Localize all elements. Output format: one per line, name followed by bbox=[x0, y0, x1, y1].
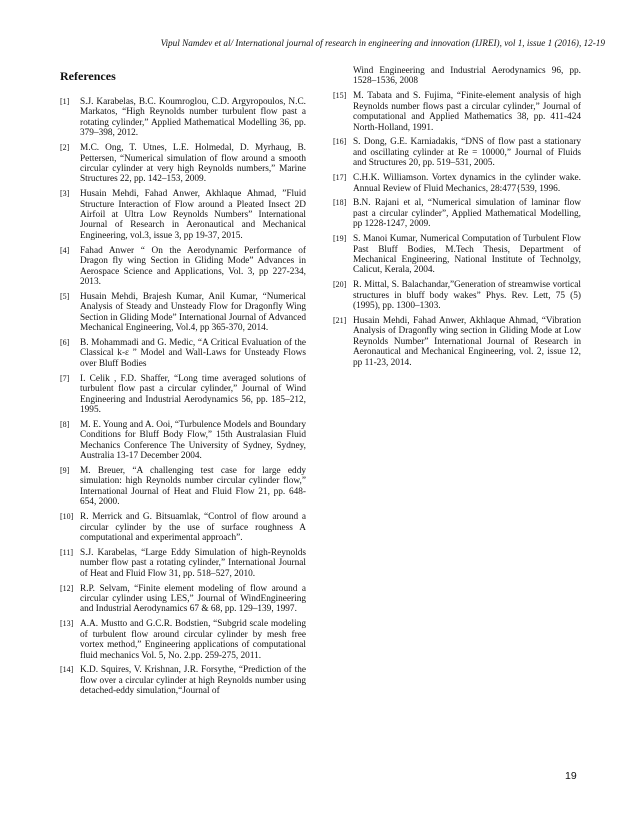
references-right-column bbox=[333, 66, 581, 373]
reference-text: M.C. Ong, T. Utnes, L.E. Holmedal, D. Myrhaug, B. Pettersen, “Numerical simulation of flow around a smooth circular cylinder at very high Reynolds numbers,” Marine Structures 22, pp. 142–153, 2009. bbox=[80, 143, 306, 185]
reference-number: [15] bbox=[333, 91, 347, 101]
reference-item bbox=[60, 338, 306, 369]
reference-number: [12] bbox=[60, 583, 74, 593]
reference-item bbox=[333, 198, 581, 229]
reference-item bbox=[60, 246, 306, 288]
reference-number: [16] bbox=[333, 137, 347, 147]
reference-item bbox=[60, 374, 306, 416]
reference-text: M. E. Young and A. Ooi, “Turbulence Models and Boundary Conditions for Bluff Body Flow,” 15th Australasian Fluid Mechanics Conference The University of Sydney, Sydney, Australia 13-17 December 2004. bbox=[80, 419, 306, 462]
reference-text: R.P. Selvam, “Finite element modeling of flow around a circular cylinder using LES,” Journal of WindEngineering and Industrial Aerodynamics 67 & 68, pp. 129–139, 1997. bbox=[80, 583, 306, 615]
reference-item bbox=[60, 584, 306, 615]
reference-text: K.D. Squires, V. Krishnan, J.R. Forsythe, “Prediction of the flow over a circular cylinder at high Reynolds number using detached-eddy simulation,“Journal of bbox=[80, 665, 306, 697]
reference-list-left bbox=[60, 97, 306, 697]
reference-text: Husain Mehdi, Fahad Anwer, Akhlaque Ahmad, “Vibration Analysis of Dragonfly wing section in Gliding Mode at Low Reynolds Number” International Journal of Research in Aeronautical and Mechanical Engineering, vol. 2, issue 12, pp 11-23, 2014. bbox=[353, 316, 581, 368]
reference-text: Husain Mehdi, Fahad Anwer, Akhlaque Ahmad, ”Fluid Structure Interaction of Flow around a Pleated Insect 2D Airfoil at Ultra Low Reynolds Numbers” International Journal of Research in Aeronautical and Mechanical Engineering, vol.3, issue 3, pp 19-37, 2015. bbox=[80, 189, 306, 241]
reference-item bbox=[60, 420, 306, 462]
reference-number: [19] bbox=[333, 234, 347, 244]
running-header: Vipul Namdev et al/ International journal of research in engineering and innovation (IJREI), vol 1, issue 1 (2016), 12-19 bbox=[160, 38, 605, 48]
reference-number: [2] bbox=[60, 143, 70, 153]
reference-text: S. Manoi Kumar, Numerical Computation of Turbulent Flow Past Bluff Bodies, M.Tech Thesis, Department of Mechanical Engineering, National Institute of Technolgy, Calicut, Kerala, 2004. bbox=[353, 234, 581, 276]
reference-text: S.J. Karabelas, B.C. Koumroglou, C.D. Argyropoulos, N.C. Markatos, “High Reynolds number turbulent flow past a rotating cylinder,” Applied Mathematical Modelling 36, pp. 379–398, 2012. bbox=[80, 97, 306, 139]
reference-number: [18] bbox=[333, 198, 347, 208]
reference-number: [17] bbox=[333, 173, 347, 183]
reference-number: [6] bbox=[60, 338, 70, 348]
reference-text: Husain Mehdi, Brajesh Kumar, Anil Kumar, “Numerical Analysis of Steady and Unsteady Flow for Dragonfly Wing Section in Gliding Mode” International Journal of Advanced Mechanical Engineering, Vol.4, pp 365-370, 2014. bbox=[80, 291, 306, 334]
reference-item bbox=[60, 143, 306, 185]
reference-number: [5] bbox=[60, 291, 70, 301]
reference-number: [20] bbox=[333, 280, 347, 290]
reference-text: S.J. Karabelas, “Large Eddy Simulation of high-Reynolds number flow past a rotating cylinder,” International Journal of Heat and Fluid Flow 31, pp. 518–527, 2010. bbox=[80, 547, 306, 579]
reference-number: [13] bbox=[60, 619, 74, 629]
reference-text: R. Merrick and G. Bitsuamlak, “Control of flow around a circular cylinder by the use of surface roughness A computational and experimental approach”. bbox=[80, 512, 306, 543]
reference-item bbox=[60, 466, 306, 508]
reference-text: C.H.K. Williamson. Vortex dynamics in the cylinder wake. Annual Review of Fluid Mechanics, 28:477{539, 1996. bbox=[353, 173, 581, 194]
reference-item bbox=[60, 619, 306, 661]
reference-text: B.N. Rajani et al, “Numerical simulation of laminar flow past a circular cylinder”, Applied Mathematical Modelling, pp 1228-1247, 2009. bbox=[353, 198, 581, 230]
reference-number: [11] bbox=[60, 547, 74, 557]
reference-item bbox=[60, 97, 306, 139]
reference-number: [9] bbox=[60, 466, 70, 475]
reference-item bbox=[60, 512, 306, 543]
reference-item bbox=[60, 548, 306, 579]
reference-number: [3] bbox=[60, 189, 70, 199]
reference-item bbox=[333, 173, 581, 194]
reference-item bbox=[333, 91, 581, 133]
reference-number: [8] bbox=[60, 419, 70, 429]
reference-number: [14] bbox=[60, 665, 74, 675]
references-left-column bbox=[60, 66, 306, 701]
reference-text: B. Mohammadi and G. Medic, “A Critical Evaluation of the Classical k-ε ” Model and Wall-Laws for Unsteady Flows over Bluff Bodies bbox=[80, 338, 306, 369]
reference-item bbox=[333, 316, 581, 368]
reference-text: R. Mittal, S. Balachandar,”Generation of streamwise vortical structures in bluff body wakes” Phys. Rev. Lett, 75 (5) (1995), pp. 1300–1303. bbox=[353, 280, 581, 312]
reference-item bbox=[333, 137, 581, 168]
reference-text: I. Celik , F.D. Shaffer, “Long time averaged solutions of turbulent flow past a circular cylinder,” Journal of Wind Engineering and Industrial Aerodynamics 56, pp. 185–212, 1995. bbox=[80, 373, 306, 415]
reference-number: [4] bbox=[60, 245, 70, 255]
reference-continuation: Wind Engineering and Industrial Aerodynamics 96, pp. 1528–1536, 2008 bbox=[353, 66, 581, 87]
reference-item bbox=[60, 665, 306, 696]
reference-text: A.A. Mustto and G.C.R. Bodstien, “Subgrid scale modeling of turbulent flow around circular cylinder by mesh free vortex method,” Engineering applications of computational fluid mechanics Vol. 5, No. 2.pp. 259-275, 2011. bbox=[80, 619, 306, 661]
reference-text: M. Breuer, “A challenging test case for large eddy simulation: high Reynolds number circular cylinder flow,” International Journal of Heat and Fluid Flow 21, pp. 648-654, 2000. bbox=[80, 466, 306, 508]
reference-item bbox=[333, 234, 581, 276]
reference-number: [10] bbox=[60, 512, 74, 522]
reference-item bbox=[60, 189, 306, 241]
references-heading: References bbox=[60, 69, 116, 83]
reference-text: Fahad Anwer “ On the Aerodynamic Performance of Dragon fly wing Section in Gliding Mode” Advances in Aerospace Science and Applications, Vol. 3, pp 227-234, 2013. bbox=[80, 245, 306, 287]
reference-item bbox=[333, 280, 581, 311]
reference-text: S. Dong, G.E. Karniadakis, “DNS of flow past a stationary and oscillating cylinder at Re = 10000,” Journal of Fluids and Structures 20, pp. 519–531, 2005. bbox=[353, 137, 581, 169]
reference-number: [7] bbox=[60, 373, 70, 383]
reference-list-right bbox=[333, 91, 581, 368]
reference-number: [21] bbox=[333, 316, 347, 326]
reference-number: [1] bbox=[60, 97, 70, 106]
reference-text: M. Tabata and S. Fujima, “Finite-element analysis of high Reynolds number flows past a circular cylinder,” Journal of computational and Applied Mathematics 38, pp. 411-424 North-Holland, 1991. bbox=[353, 91, 581, 133]
reference-item bbox=[60, 292, 306, 334]
page-number: 19 bbox=[565, 770, 577, 782]
